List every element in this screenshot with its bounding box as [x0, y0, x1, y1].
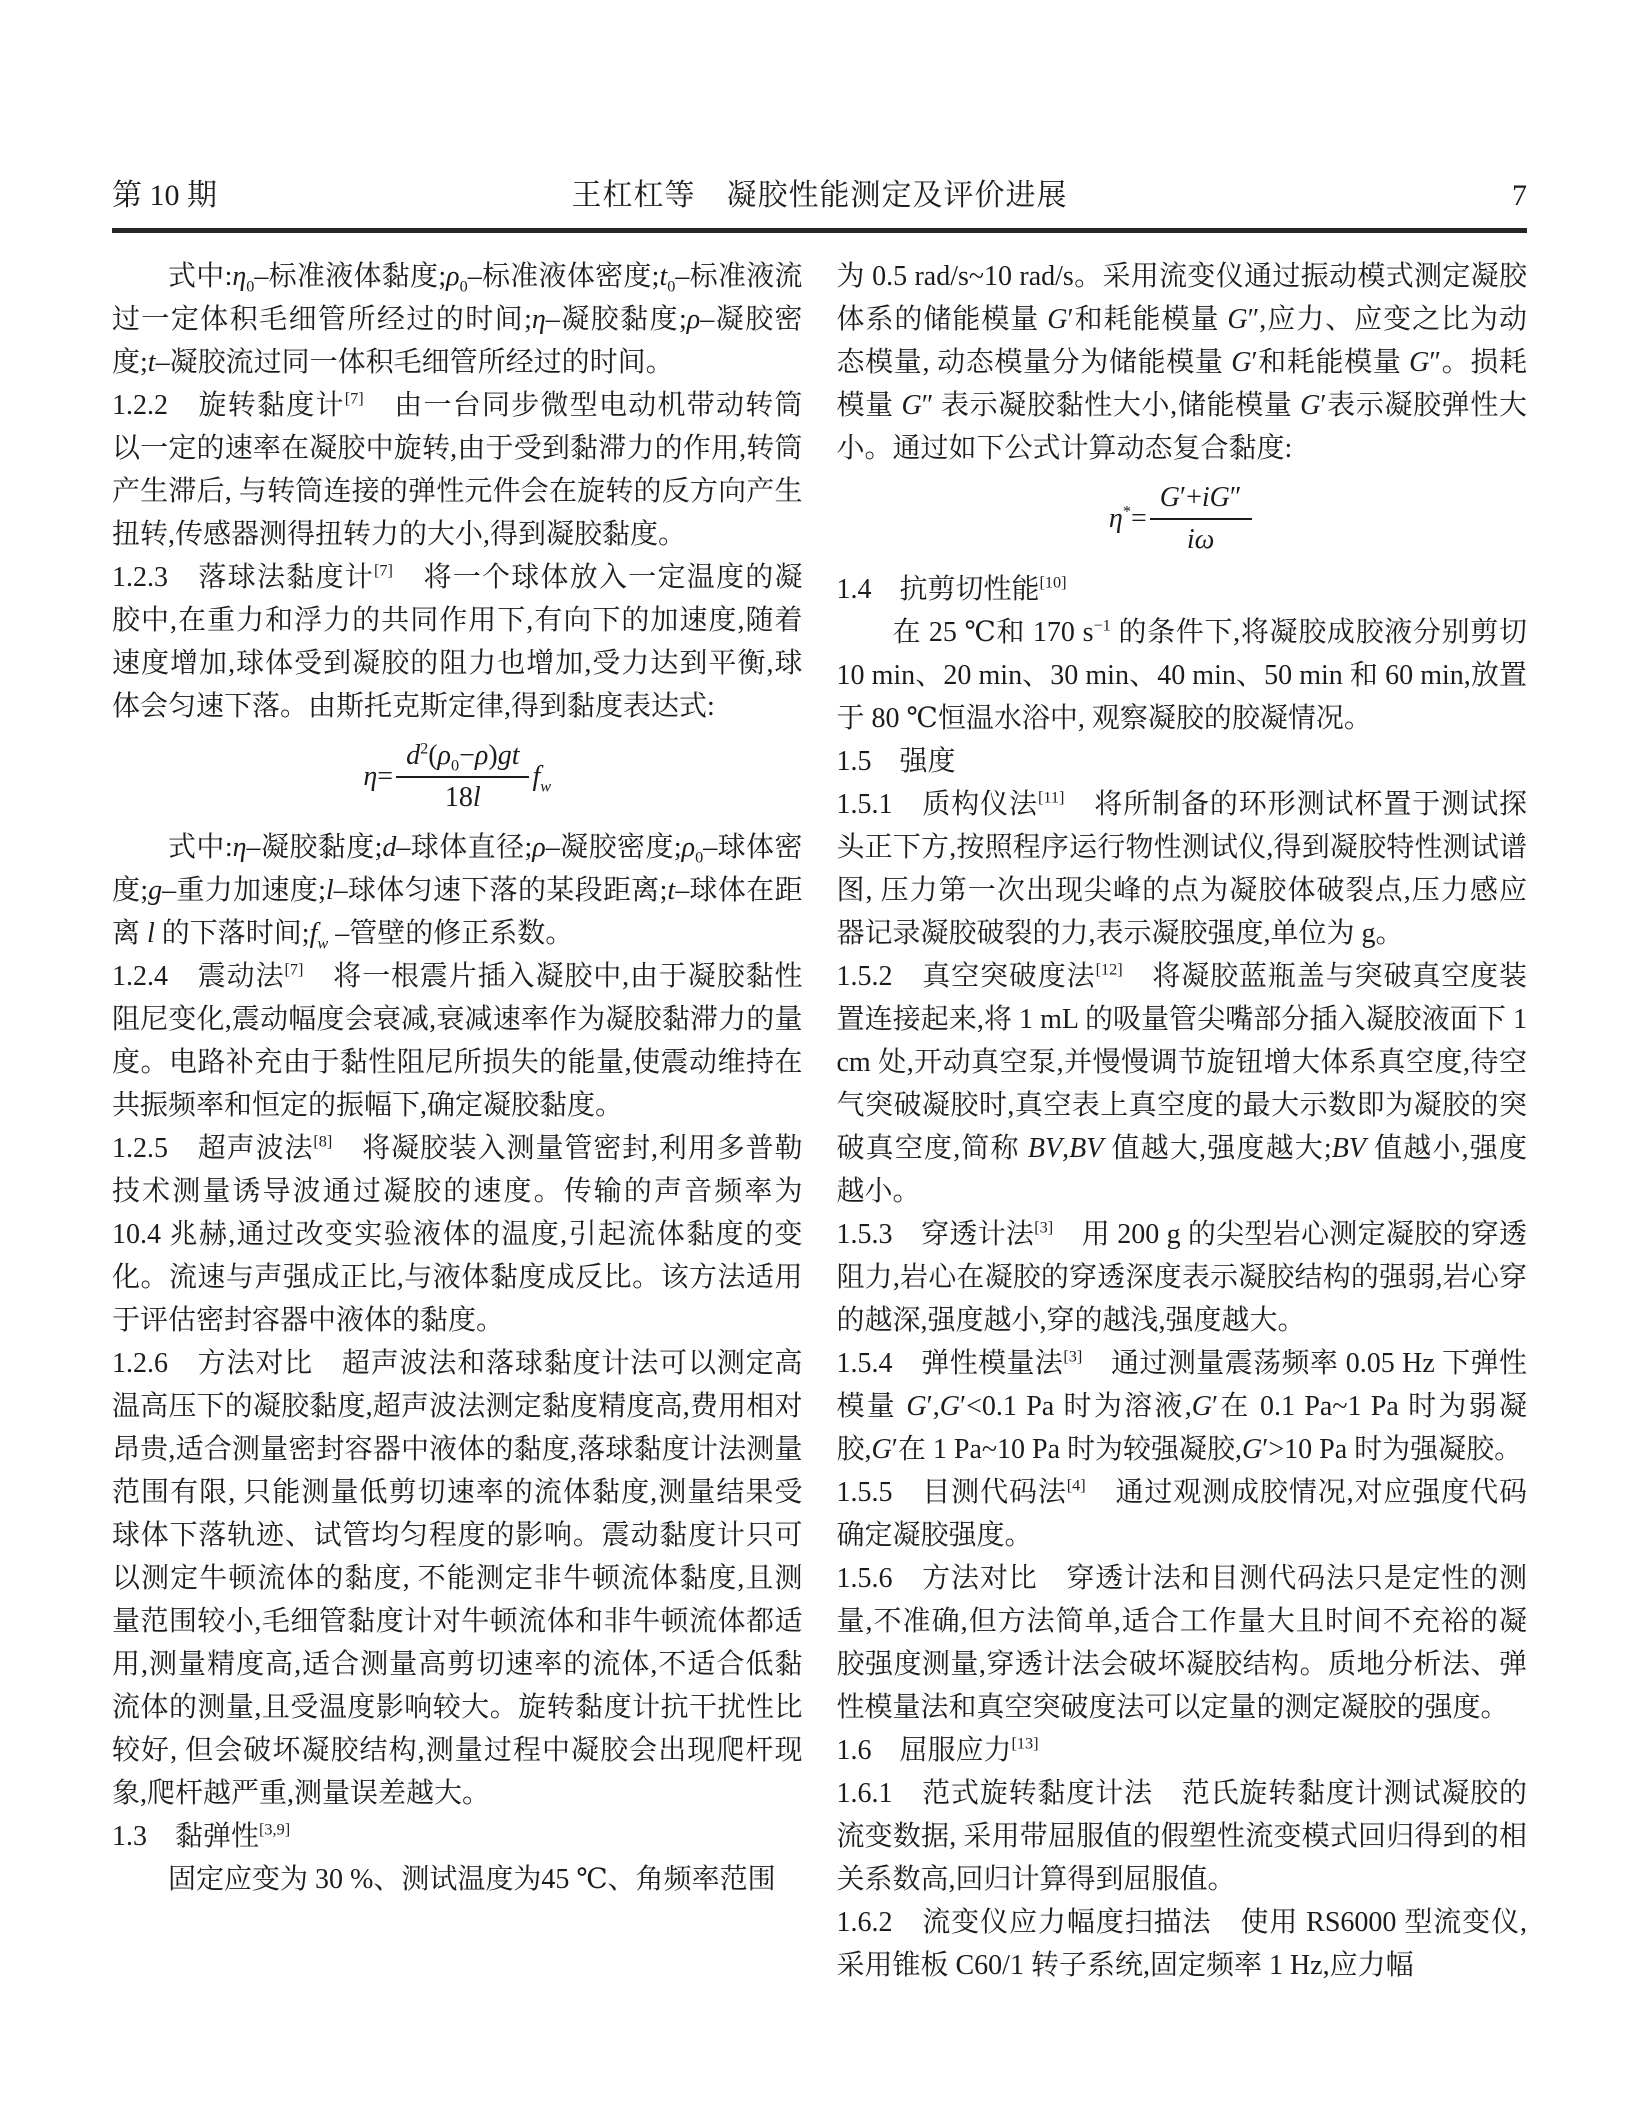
text-run: l: [147, 918, 155, 949]
text-run: 1.6.2 流变仪应力幅度扫描法 使用 RS6000 型流变仪,采用锥板 C60/1 转子系统,固定频率 1 Hz,应力幅: [836, 1907, 1527, 1981]
text-run: ″: [1229, 482, 1242, 513]
formula-falling-ball-viscosity: [112, 738, 803, 816]
text-run: ): [488, 740, 498, 771]
section-1-2-6-method-comparison: [112, 1342, 803, 1815]
text-run: 通过测量震荡频率 0.05 Hz 下弹性模量: [836, 1348, 1527, 1422]
text-run: [7]: [284, 960, 304, 979]
text-run: ″ 表示凝胶黏性大小,储能模量: [921, 390, 1301, 421]
section-1-2-3-falling-ball-viscometer: [112, 556, 803, 728]
text-run: [12]: [1095, 960, 1123, 979]
text-run: [7]: [374, 561, 393, 580]
text-run: G: [1047, 304, 1068, 335]
text-run: η: [232, 261, 247, 292]
text-run: 1.3 黏弹性: [112, 1821, 260, 1852]
text-run: [3]: [1034, 1218, 1054, 1237]
text-run: 1.2.2 旋转黏度计: [112, 390, 345, 421]
section-1-5-6-method-comparison: [837, 1557, 1528, 1729]
text-run: ρ: [686, 304, 701, 335]
text-run: [7]: [344, 389, 364, 408]
text-run: –球体在距离: [112, 875, 803, 949]
text-run: *: [1122, 502, 1131, 521]
text-run: l: [472, 782, 481, 813]
text-run: ,: [1062, 1133, 1070, 1164]
text-run: 1.5.5 目测代码法: [836, 1477, 1067, 1508]
text-run: –凝胶黏度;: [545, 304, 687, 335]
header-rule: [112, 228, 1527, 233]
text-run: 1.4 抗剪切性能: [836, 574, 1040, 605]
text-run: 1.6 屈服应力: [836, 1735, 1012, 1766]
text-run: ρ: [446, 261, 460, 292]
journal-issue: 第 10 期: [112, 179, 217, 212]
text-run: 将凝胶蓝瓶盖与突破真空度装置连接起来,将 1 mL 的吸量管尖嘴部分插入凝胶液面下 1 cm 处,开动真空泵,并慢慢调节旋钮增大体系真空度,待空气突破凝胶时,真空表上真空度的最大示数即为凝胶的突破真空度,简称: [836, 961, 1527, 1164]
text-run: G: [1242, 1434, 1263, 1465]
fraction: [396, 738, 529, 816]
section-1-5-strength-heading: [837, 740, 1528, 783]
text-run: 由一台同步微型电动机带动转筒以一定的速率在凝胶中旋转,由于受到黏滞力的作用,转筒产生滞后, 与转筒连接的弹性元件会在旋转的反方向产生扭转,传感器测得扭转力的大小,得到凝胶黏度。: [112, 390, 803, 550]
text-run: 1.5.6 方法对比 穿透计法和目测代码法只是定性的测量,不准确,但方法简单,适合工作量大且时间不充裕的凝胶强度测量,穿透计法会破坏凝胶结构。质地分析法、弹性模量法和真空突破度法可以定量的测定凝胶的强度。: [836, 1563, 1527, 1723]
text-run: 2: [420, 739, 429, 758]
text-run: t: [659, 261, 668, 292]
text-run: 1.5.4 弹性模量法: [836, 1348, 1064, 1379]
text-run: BV: [1027, 1133, 1063, 1164]
text-run: ′+: [1179, 482, 1202, 513]
paragraph-dynamic-modulus: [837, 255, 1528, 470]
section-1-5-5-visual-code: [837, 1471, 1528, 1557]
right-column: [837, 255, 1528, 1987]
text-run: l: [325, 875, 334, 906]
text-run: 18: [444, 782, 473, 813]
text-run: 0: [459, 277, 468, 296]
text-run: 式中:: [168, 832, 233, 863]
text-run: [11]: [1037, 788, 1065, 807]
section-1-5-4-elastic-modulus: [837, 1342, 1528, 1471]
paragraph-viscoelasticity-conditions: [112, 1858, 803, 1901]
text-run: 将凝胶装入测量管密封,利用多普勒技术测量诱导波通过凝胶的速度。传输的声音频率为 10.4 兆赫,通过改变实验液体的温度,引起流体黏度的变化。流速与声强成正比,与液体黏度成反比。该方法适用于评估密封容器中液体的黏度。: [112, 1133, 803, 1336]
fraction-numerator: [396, 738, 529, 778]
text-run: ′<0.1 Pa 时为溶液,: [960, 1391, 1192, 1422]
section-1-5-1-texture-analyzer: [837, 783, 1528, 955]
page-number: 7: [1512, 179, 1527, 212]
text-run: 1.5 强度: [836, 746, 956, 777]
text-run: G: [906, 1391, 927, 1422]
left-column: [112, 255, 803, 1987]
text-run: ρ: [532, 832, 546, 863]
page-header: [112, 178, 1527, 214]
text-run: t: [667, 875, 676, 906]
text-run: G: [1409, 347, 1430, 378]
text-run: g: [148, 875, 163, 906]
text-run: –标准液流过一定体积毛细管所经过的时间;: [112, 261, 803, 335]
text-run: ″。损耗模量: [836, 347, 1527, 421]
text-run: ′表示凝胶弹性大小。通过如下公式计算动态复合黏度:: [836, 390, 1527, 464]
section-1-2-4-vibration-method: [112, 955, 803, 1127]
text-run: –球体匀速下落的某段距离;: [333, 875, 668, 906]
text-run: [13]: [1011, 1734, 1039, 1753]
text-run: f: [309, 918, 318, 949]
text-run: –球体密度;: [112, 832, 803, 906]
text-run: −: [459, 740, 475, 771]
text-run: w: [317, 934, 329, 953]
fraction-denominator: [396, 778, 529, 816]
text-run: 1.2.3 落球法黏度计: [112, 562, 375, 593]
text-run: (: [428, 740, 438, 771]
text-run: 1.6.1 范式旋转黏度计法 范氏旋转黏度计测试凝胶的流变数据, 采用带屈服值的假塑性流变模式回归得到的相关系数高,回归计算得到屈服值。: [836, 1778, 1527, 1895]
text-run: d: [406, 740, 421, 771]
formula-lhs: [1109, 501, 1147, 537]
text-run: G: [1191, 1391, 1212, 1422]
paragraph-stokes-symbol-definitions: [112, 826, 803, 955]
text-run: 通过观测成胶情况,对应强度代码确定凝胶强度。: [836, 1477, 1527, 1551]
fraction-denominator: [1150, 520, 1252, 558]
text-run: ρ: [474, 740, 489, 771]
text-run: η: [1108, 503, 1123, 534]
running-title: 王杠杠等 凝胶性能测定及评价进展: [571, 179, 1068, 212]
text-run: 0: [246, 277, 255, 296]
text-run: ′>10 Pa 时为强凝胶。: [1262, 1434, 1523, 1465]
section-1-4-shear-resistance-heading: [837, 568, 1528, 611]
text-run: BV: [1331, 1133, 1366, 1164]
text-run: –管壁的修正系数。: [328, 918, 574, 949]
text-run: 固定应变为 30 %、测试温度为45 ℃、角频率范围: [168, 1864, 776, 1895]
text-run: 将所制备的环形测试杯置于测试探头正下方,按照程序运行物性测试仪,得到凝胶特性测试谱图, 压力第一次出现尖峰的点为凝胶体破裂点,压力感应器记录凝胶破裂的力,表示凝胶强度,单位为 g。: [836, 789, 1527, 949]
text-run: 0: [450, 756, 460, 775]
text-run: =: [377, 761, 394, 792]
text-run: 将一根震片插入凝胶中,由于凝胶黏性阻尼变化,震动幅度会衰减,衰减速率作为凝胶黏滞力的量度。电路补充由于黏性阻尼所损失的能量,使震动维持在共振频率和恒定的振幅下,确定凝胶黏度。: [112, 961, 803, 1121]
text-run: [8]: [313, 1132, 333, 1151]
text-run: 1.5.3 穿透计法: [836, 1219, 1035, 1250]
text-run: –标准液体密度;: [467, 261, 660, 292]
text-run: 值越小,强度越小。: [836, 1133, 1527, 1207]
text-run: G: [1231, 347, 1252, 378]
text-run: –球体直径;: [396, 832, 533, 863]
section-1-6-1-fann-viscometer: [837, 1772, 1528, 1901]
text-run: ′在 1 Pa~10 Pa 时为较强凝胶,: [891, 1434, 1243, 1465]
text-run: –凝胶黏度;: [246, 832, 383, 863]
text-run: 1.5.1 质构仪法: [836, 789, 1038, 820]
text-run: –凝胶密度;: [545, 832, 682, 863]
section-1-6-yield-stress-heading: [837, 1729, 1528, 1772]
text-run: ″,应力、应变之比为动态模量, 动态模量分为储能模量: [836, 304, 1527, 378]
text-run: ρ: [681, 832, 696, 863]
text-run: iω: [1186, 524, 1215, 555]
text-run: [10]: [1039, 573, 1067, 592]
text-run: 为 0.5 rad/s~10 rad/s。采用流变仪通过振动模式测定凝胶体系的储能模量: [836, 261, 1527, 335]
text-run: ′和耗能模量: [1067, 304, 1228, 335]
text-run: [3,9]: [259, 1820, 291, 1839]
text-run: t: [147, 347, 156, 378]
text-run: 的下落时间;: [154, 918, 310, 949]
section-1-5-2-vacuum-breakthrough: [837, 955, 1528, 1213]
text-run: gt: [497, 740, 520, 771]
text-run: 0: [667, 277, 676, 296]
section-1-2-5-ultrasonic-method: [112, 1127, 803, 1342]
text-run: w: [540, 777, 552, 796]
text-run: η: [363, 761, 378, 792]
text-run: –重力加速度;: [162, 875, 326, 906]
formula-suffix: [532, 759, 551, 795]
text-run: 式中:: [168, 261, 233, 292]
text-run: 将一个球体放入一定温度的凝胶中,在重力和浮力的共同作用下,有向下的加速度,随着速度增加,球体受到凝胶的阻力也增加,受力达到平衡,球体会匀速下落。由斯托克斯定律,得到黏度表达式:: [112, 562, 803, 722]
text-run: G: [1159, 482, 1180, 513]
section-1-6-2-stress-amplitude-sweep: [837, 1901, 1528, 1987]
text-run: ′,: [926, 1391, 940, 1422]
paragraph-shear-procedure: [837, 611, 1528, 740]
text-run: f: [532, 761, 541, 792]
text-run: 1.2.4 震动法: [112, 961, 285, 992]
formula-lhs: [363, 759, 393, 795]
text-run: 0: [695, 848, 704, 867]
two-column-body: [112, 255, 1527, 1987]
text-run: 1.2.6 方法对比 超声波法和落球黏度计法可以测定高温高压下的凝胶黏度,超声波法测定黏度精度高,费用相对昂贵,适合测量密封容器中液体的黏度,落球黏度计法测量范围有限, 只能测量低剪切速率的流体黏度,测量结果受球体下落轨迹、试管均匀程度的影响。震动黏度计只可以测定牛顿流体的黏度, 不能测定非牛顿流体黏度,且测量范围较小,毛细管黏度计对牛顿流体和非牛顿流体都适用,测量精度高,适合测量高剪切速率的流体,不适合低黏流体的测量,且受温度影响较大。旋转黏度计抗干扰性比较好, 但会破坏凝胶结构,测量过程中凝胶会出现爬杆现象,爬杆越严重,测量误差越大。: [112, 1348, 803, 1809]
text-run: ρ: [437, 740, 451, 771]
fraction: [1150, 480, 1252, 558]
text-run: –标准液体黏度;: [254, 261, 447, 292]
section-1-2-2-rotational-viscometer: [112, 384, 803, 556]
section-1-5-3-penetrometer: [837, 1213, 1528, 1342]
text-run: [4]: [1066, 1476, 1086, 1495]
text-run: η: [232, 832, 247, 863]
text-run: G: [901, 390, 922, 421]
section-1-3-viscoelasticity-heading: [112, 1815, 803, 1858]
text-run: η: [531, 304, 546, 335]
fraction-numerator: [1150, 480, 1252, 520]
text-run: 1.2.5 超声波法: [112, 1133, 314, 1164]
text-run: G: [1227, 304, 1248, 335]
text-run: −1: [1093, 616, 1111, 635]
text-run: 用 200 g 的尖型岩心测定凝胶的穿透阻力,岩心在凝胶的穿透深度表示凝胶结构的强弱,岩心穿的越深,强度越小,穿的越浅,强度越大。: [836, 1219, 1527, 1336]
text-run: G: [871, 1434, 892, 1465]
text-run: iG: [1201, 482, 1230, 513]
text-run: 值越大,强度越大;: [1103, 1133, 1332, 1164]
text-run: –凝胶密度;: [112, 304, 803, 378]
text-run: d: [382, 832, 397, 863]
text-run: BV: [1069, 1133, 1104, 1164]
text-run: G: [1300, 390, 1321, 421]
text-run: 的条件下,将凝胶成胶液分别剪切 10 min、20 min、30 min、40 min、50 min 和 60 min,放置于 80 ℃恒温水浴中, 观察凝胶的胶凝情况。: [836, 617, 1527, 734]
formula-dynamic-complex-viscosity: [837, 480, 1528, 558]
text-run: 在 25 ℃和 170 s: [892, 617, 1094, 648]
text-run: G: [939, 1391, 961, 1422]
text-run: 1.5.2 真空突破度法: [836, 961, 1096, 992]
text-run: =: [1130, 503, 1147, 534]
paragraph-capillary-symbol-definitions: [112, 255, 803, 384]
text-run: ′和耗能模量: [1251, 347, 1410, 378]
text-run: [3]: [1063, 1347, 1083, 1366]
text-run: –凝胶流过同一体积毛细管所经过的时间。: [155, 347, 674, 378]
text-run: ′在 0.1 Pa~1 Pa 时为弱凝胶,: [836, 1391, 1527, 1465]
